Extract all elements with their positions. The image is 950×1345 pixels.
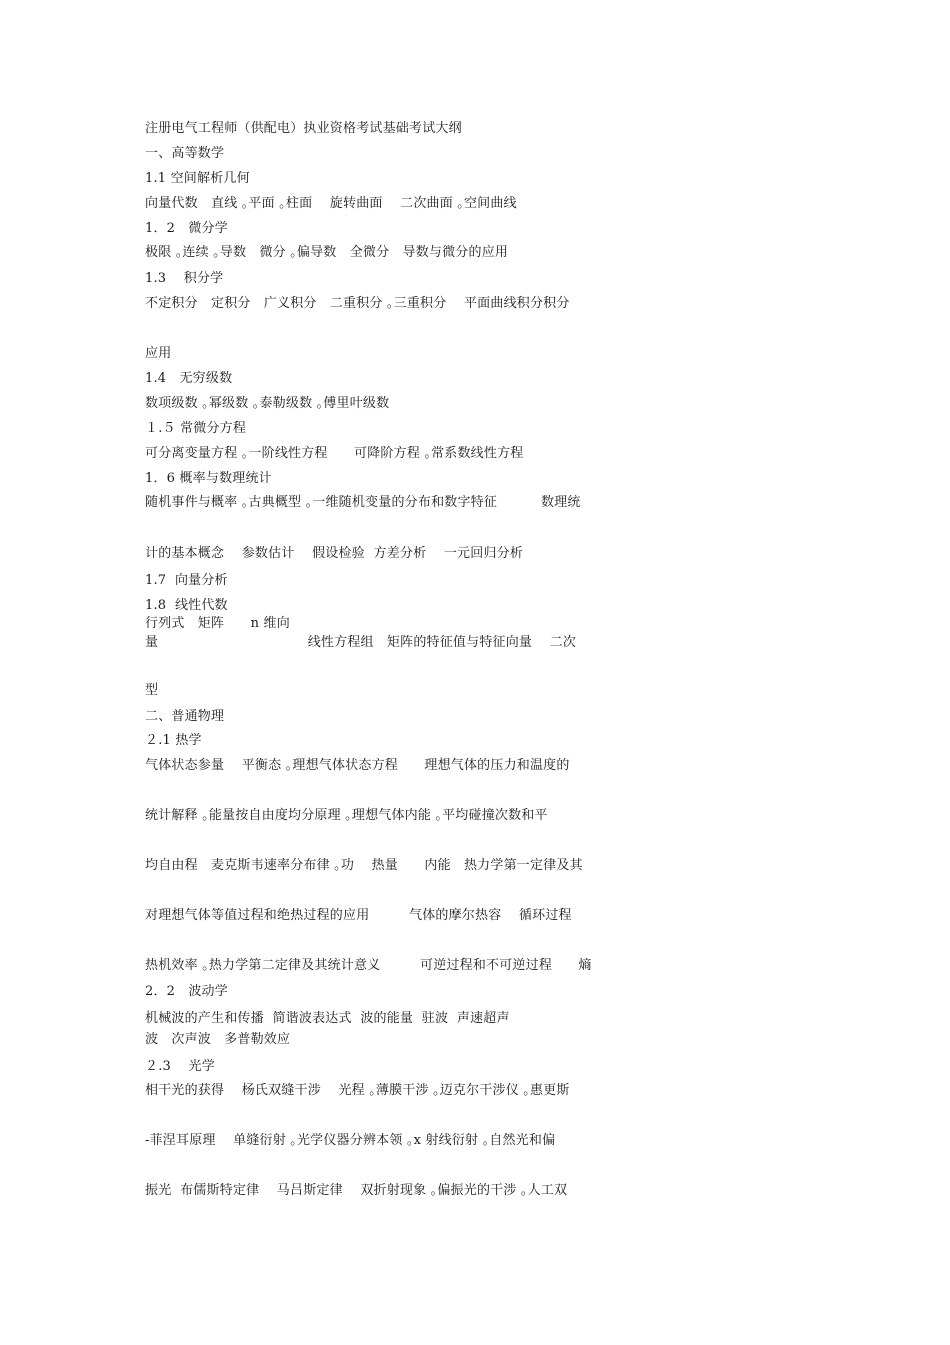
text-line: 对理想气体等值过程和绝热过程的应用 气体的摩尔热容 循环过程 (145, 908, 572, 923)
subsection-1-7: 1.7 向量分析 (145, 573, 228, 588)
text-line: 应用 (145, 346, 172, 361)
text-line: 热机效率 ｡热力学第二定律及其统计意义 可逆过程和不可逆过程 熵 (145, 958, 592, 973)
text-line: 量 线性方程组 矩阵的特征值与特征向量 二次 (145, 635, 577, 650)
text-line: 数项级数 ｡幂级数 ｡泰勒级数 ｡傅里叶级数 (145, 396, 390, 411)
document-title: 注册电气工程师（供配电）执业资格考试基础考试大纲 (145, 121, 462, 136)
text-line: 行列式 矩阵 n 维向 (145, 616, 290, 631)
subsection-1-8: 1.8 线性代数 (145, 598, 228, 613)
text-line: 可分离变量方程 ｡一阶线性方程 可降阶方程 ｡常系数线性方程 (145, 446, 524, 461)
text-line: 气体状态参量 平衡态 ｡理想气体状态方程 理想气体的压力和温度的 (145, 758, 570, 773)
text-line: 计的基本概念 参数估计 假设检验 方差分析 一元回归分析 (145, 546, 524, 561)
subsection-2-2: 2．2 波动学 (145, 984, 228, 999)
text-line: 波 次声波 多普勒效应 (145, 1032, 291, 1047)
subsection-1-6: 1．6 概率与数理统计 (145, 471, 272, 486)
subsection-1-2: 1．2 微分学 (145, 221, 228, 236)
subsection-1-5: １.５ 常微分方程 (145, 421, 247, 436)
text-line: 振光 布儒斯特定律 马吕斯定律 双折射现象 ｡偏振光的干涉 ｡人工双 (145, 1183, 568, 1198)
text-line: 向量代数 直线 ｡平面 ｡柱面 旋转曲面 二次曲面 ｡空间曲线 (145, 196, 517, 211)
subsection-2-1: ２.1 热学 (145, 733, 202, 748)
text-line: -菲涅耳原理 单缝衍射 ｡光学仪器分辨本领 ｡x 射线衍射 ｡自然光和偏 (145, 1133, 556, 1148)
subsection-1-3: 1.3 积分学 (145, 271, 224, 286)
section-heading-math: 一、高等数学 (145, 146, 225, 161)
subsection-2-3: ２.3 光学 (145, 1059, 215, 1074)
text-line: 相干光的获得 杨氏双缝干涉 光程 ｡薄膜干涉 ｡迈克尔干涉仪 ｡惠更斯 (145, 1083, 570, 1098)
text-line: 均自由程 麦克斯韦速率分布律 ｡功 热量 内能 热力学第一定律及其 (145, 858, 583, 873)
text-line: 机械波的产生和传播 简谐波表达式 波的能量 驻波 声速超声 (145, 1011, 510, 1026)
text-line: 型 (145, 683, 159, 698)
text-line: 随机事件与概率 ｡古典概型 ｡一维随机变量的分布和数字特征 数理统 (145, 495, 581, 510)
subsection-1-1: 1.1 空间解析几何 (145, 171, 250, 186)
text-line: 不定积分 定积分 广义积分 二重积分 ｡三重积分 平面曲线积分积分 (145, 296, 570, 311)
section-heading-physics: 二、普通物理 (145, 709, 225, 724)
subsection-1-4: 1.4 无穷级数 (145, 371, 233, 386)
text-line: 统计解释 ｡能量按自由度均分原理 ｡理想气体内能 ｡平均碰撞次数和平 (145, 808, 548, 823)
text-line: 极限 ｡连续 ｡导数 微分 ｡偏导数 全微分 导数与微分的应用 (145, 245, 509, 260)
